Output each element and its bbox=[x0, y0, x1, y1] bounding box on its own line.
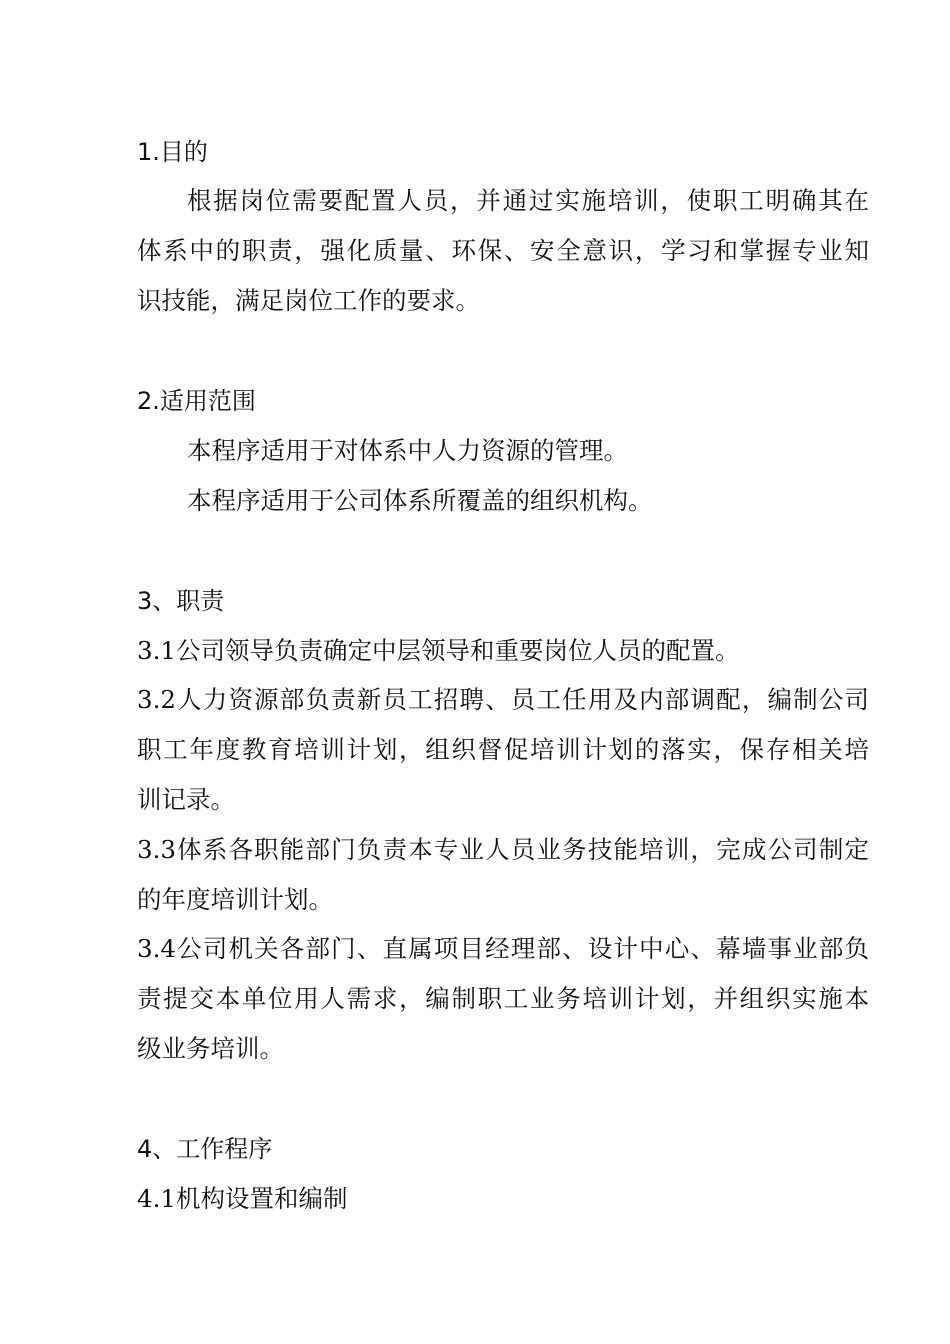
section-heading-scope: 2.适用范围 bbox=[137, 387, 256, 415]
paragraph-line: 体系中的职责，强化质量、环保、安全意识，学习和掌握专业知 bbox=[137, 236, 869, 265]
paragraph-line: 识技能，满足岗位工作的要求。 bbox=[137, 286, 480, 315]
list-item-continuation: 训记录。 bbox=[137, 785, 235, 814]
list-item: 3.1公司领导负责确定中层领导和重要岗位人员的配置。 bbox=[137, 636, 740, 665]
paragraph-line: 本程序适用于对体系中人力资源的管理。 bbox=[187, 436, 628, 465]
list-item-continuation: 的年度培训计划。 bbox=[137, 885, 333, 914]
subsection-heading: 4.1机构设置和编制 bbox=[137, 1184, 348, 1213]
list-item: 3.3体系各职能部门负责本专业人员业务技能培训，完成公司制定 bbox=[137, 835, 869, 864]
list-item-continuation: 级业务培训。 bbox=[137, 1034, 284, 1063]
paragraph-line: 本程序适用于公司体系所覆盖的组织机构。 bbox=[187, 486, 653, 515]
section-heading-purpose: 1.目的 bbox=[137, 138, 208, 166]
list-item-continuation: 职工年度教育培训计划，组织督促培训计划的落实，保存相关培 bbox=[137, 735, 869, 764]
list-item-continuation: 责提交本单位用人需求，编制职工业务培训计划，并组织实施本 bbox=[137, 984, 869, 1013]
section-heading-duties: 3、职责 bbox=[137, 587, 225, 615]
section-heading-procedure: 4、工作程序 bbox=[137, 1135, 273, 1163]
list-item: 3.4公司机关各部门、直属项目经理部、设计中心、幕墙事业部负 bbox=[137, 934, 869, 963]
paragraph-line: 根据岗位需要配置人员，并通过实施培训，使职工明确其在 bbox=[187, 186, 869, 215]
list-item: 3.2人力资源部负责新员工招聘、员工任用及内部调配，编制公司 bbox=[137, 685, 869, 714]
